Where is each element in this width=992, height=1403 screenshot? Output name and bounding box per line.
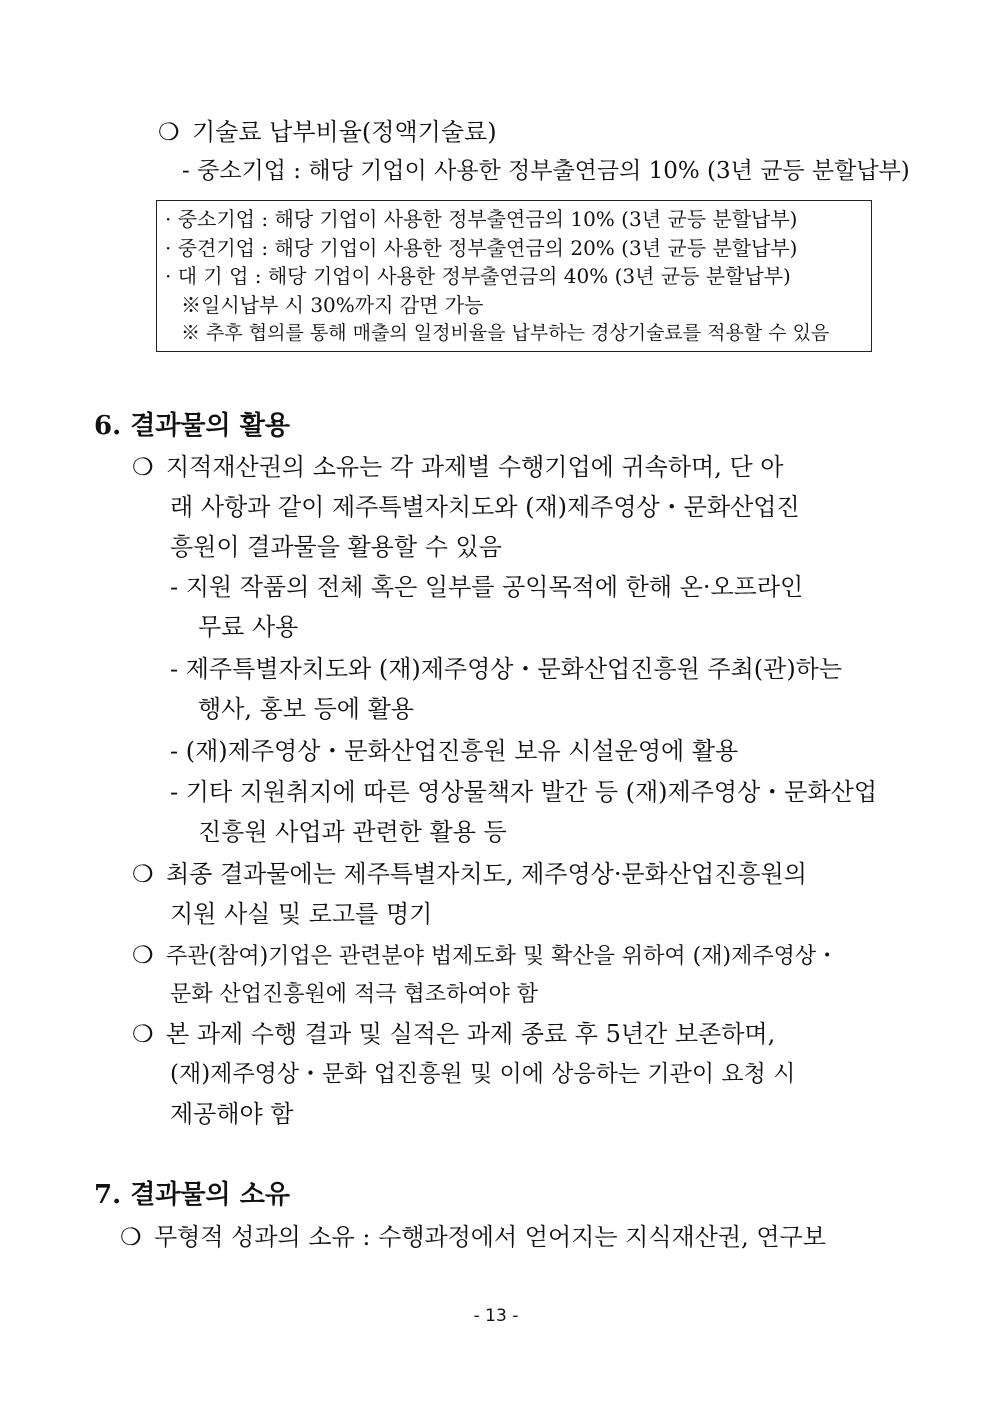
circle-bullet-icon: ❍ [132, 1020, 154, 1048]
section7-heading: 7. 결과물의 소유 [94, 1180, 290, 1210]
page-number: - 13 - [473, 1306, 519, 1326]
circle-bullet-icon: ❍ [120, 1223, 142, 1251]
circle-bullet-icon: ❍ [158, 118, 180, 146]
circle-bullet-icon: ❍ [132, 453, 154, 481]
box-note-lumpsum: ※일시납부 시 30%까지 감면 가능 [181, 292, 484, 317]
section6-heading: 6. 결과물의 활용 [94, 411, 290, 441]
fee-sme-line: - 중소기업 : 해당 기업이 사용한 정부출연금의 10% (3년 균등 분할납부) [182, 158, 910, 184]
circle-bullet-icon: ❍ [132, 860, 154, 888]
s6-sub2-line1: - 제주특별자치도와 (재)제주영상・문화산업진흥원 주최(관)하는 [170, 655, 843, 683]
s6-sub3-line1: - (재)제주영상・문화산업진흥원 보유 시설운영에 활용 [170, 737, 739, 765]
s6-sub1-line1: - 지원 작품의 전체 혹은 일부를 공익목적에 한해 온·오프라인 [170, 573, 804, 601]
circle-bullet-icon: ❍ [132, 941, 154, 969]
fee-title: 기술료 납부비율(정액기술료) [192, 118, 497, 146]
s6-p1-line1: ❍ 지적재산권의 소유는 각 과제별 수행기업에 귀속하며, 단 아 [132, 453, 784, 481]
s6-p2-line2: 지원 사실 및 로고를 명기 [170, 900, 433, 928]
s6-sub4-line1: - 기타 지원취지에 따른 영상물책자 발간 등 (재)제주영상・문화산업 [170, 778, 878, 806]
box-note-royalty: ※ 추후 협의를 통해 매출의 일정비율을 납부하는 경상기술료를 적용할 수 있음 [181, 322, 830, 344]
s6-p4-line2: (재)제주영상・문화 업진흥원 및 이에 상응하는 기관이 요청 시 [170, 1061, 796, 1087]
s6-sub2-line2: 행사, 홍보 등에 활용 [198, 695, 414, 723]
s6-sub1-line2: 무료 사용 [198, 613, 299, 641]
fee-title-line [158, 117, 497, 147]
box-line-midsize: · 중견기업 : 해당 기업이 사용한 정부출연금의 20% (3년 균등 분할납부) [165, 235, 798, 260]
s6-p3-line1: ❍ 주관(참여)기업은 관련분야 법제도화 및 확산을 위하여 (재)제주영상・ [132, 941, 839, 969]
s6-sub4-line2: 진흥원 사업과 관련한 활용 등 [198, 818, 507, 846]
s6-p4-line1: ❍ 본 과제 수행 결과 및 실적은 과제 종료 후 5년간 보존하며, [132, 1020, 776, 1048]
s6-p4-line3: 제공해야 함 [170, 1100, 294, 1128]
s6-p1-line2: 래 사항과 같이 제주특별자치도와 (재)제주영상・문화산업진 [170, 493, 800, 521]
s7-p1-line1: ❍ 무형적 성과의 소유 : 수행과정에서 얻어지는 지식재산권, 연구보 [120, 1223, 826, 1251]
box-line-sme: · 중소기업 : 해당 기업이 사용한 정부출연금의 10% (3년 균등 분할납부) [165, 207, 798, 231]
s6-p2-line1: ❍ 최종 결과물에는 제주특별자치도, 제주영상·문화산업진흥원의 [132, 860, 807, 888]
fee-rate-box [156, 200, 872, 352]
s6-p1-line3: 흥원이 결과물을 활용할 수 있음 [170, 533, 502, 561]
box-line-large: · 대 기 업 : 해당 기업이 사용한 정부출연금의 40% (3년 균등 분할납부) [165, 264, 791, 288]
s6-p3-line2: 문화 산업진흥원에 적극 협조하여야 함 [170, 982, 539, 1007]
